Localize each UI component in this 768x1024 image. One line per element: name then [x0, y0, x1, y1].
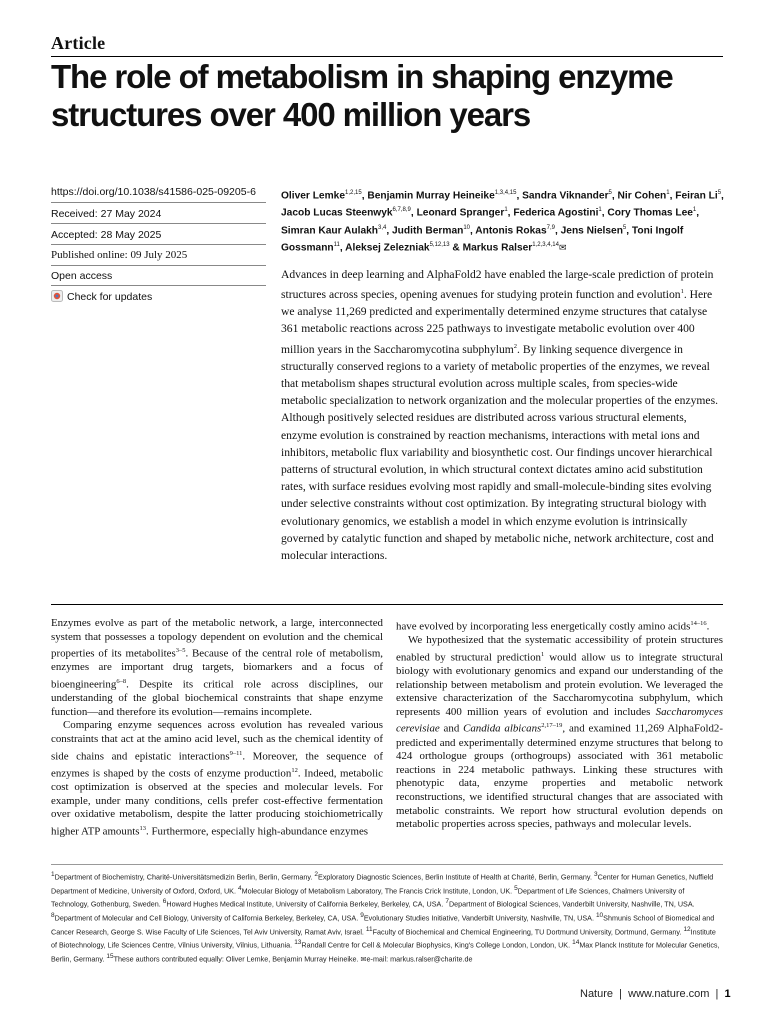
- doi-link[interactable]: https://doi.org/10.1038/s41586-025-09205-6: [51, 186, 256, 198]
- email-icon: ✉: [360, 954, 367, 964]
- journal-name: Nature: [580, 988, 614, 1000]
- open-access-label: Open access: [51, 270, 113, 282]
- page-footer: Nature | www.nature.com | 1: [580, 988, 731, 1000]
- divider: [51, 285, 266, 286]
- check-updates-icon: [51, 290, 63, 302]
- published-date: Published online: 09 July 2025: [51, 249, 188, 261]
- check-updates-link[interactable]: [51, 290, 266, 303]
- journal-site-link[interactable]: www.nature.com: [628, 988, 710, 1000]
- divider: [51, 202, 266, 203]
- affiliations: $^1$Department of Biochemistry, Charité-Universitätsmedizin Berlin, Berlin, Germany. $^2$Exploratory Diagnostic Sciences, Berlin Institute of Health at Charité, Berlin, Germany. $^3$Center for Human Genetics, Nuffield Department of Medicine, University of Oxford, Oxford, UK. $^4$Molecular Biology of Metabolism Laboratory, The Francis Crick Institute, London, UK. $^5$Department of Life Sciences, Chalmers University of Technology, Gothenburg, Sweden. $^6$Howard Hughes Medical Institute, University of California Berkeley, Berkeley, CA, USA. $^7$Department of Biological Sciences, Vanderbilt University, Nashville, TN, USA. $^8$Department of Molecular and Cell Biology, University of California Berkeley, Berkeley, CA, USA. $^9$Evolutionary Studies Initiative, Vanderbilt University, Nashville, TN, USA. $^{10}$Shmunis School of Biomedical and Cancer Research, George S. Wise Faculty of Life Sciences, Tel Aviv University, Ramat Aviv, Israel. $^{11}$Faculty of Biochemical and Chemical Engineering, TU Dortmund University, Dortmund, Germany. $^{12}$Institute of Biotechnology, Life Sciences Centre, Vilnius University, Vilnius, Lithuania. $^{13}$Randall Centre for Cell & Molecular Biophysics, King's College London, London, UK. $^{14}$Max Planck Institute for Molecular Genetics, Berlin, Germany. $^{15}$These authors contributed equally: Oliver Lemke, Benjamin Murray Heineike. ✉e-mail: markus.ralser@charite.de: [51, 871, 720, 964]
- page-number: 1: [724, 988, 731, 1000]
- body-column-left: Enzymes evolve as part of the metabolic network, a large, interconnected system that possesses a topology dependent on evolution and the chemical properties of its metabolites$^{3-5}$. Because of the central role of metabolism, enzymes are important drug targets, biomarkers and a focus of bioengineering$^{6-8}$. Despite its critical role across disciplines, our understanding of the global biochemical constraints that shape enzyme function—and therefore its evolution—remains incomplete. Comparing enzyme sequences across evolution has revealed various constraints that act at the amino acid level, such as the chemical identity of side chains and epistatic interactions$^{9-11}$. Moreover, the sequence of enzymes is shaped by the costs of enzyme production$^{12}$. Indeed, metabolic cost optimization is observed at the species and molecular levels. For example, under many conditions, cells prefer cost-effective fermentation over oxidative metabolism, despite the latter producing stoichiometrically higher ATP amounts$^{13}$. Furthermore, especially high-abundance enzymes: [51, 617, 384, 838]
- article-type-label: Article: [51, 33, 106, 53]
- body-column-right: have evolved by incorporating less energetically costly amino acids$^{14-16}$. We hypothesized that the systematic accessibility of protein structures enabled by structural prediction$^1$ would allow us to integrate structural biology with evolutionary genomics and expand our understanding of the relationship between metabolism and protein evolution. We leveraged the extensive characterization of the Saccharomycotina subphylum, which represents 400 million years of evolution and includes Saccharomyces cerevisiae and Candida albicans$^{2,17-19}$, and examined 11,269 AlphaFold2-predicted and experimentally determined enzyme structures that belong to 424 orthologue groups (orthogroups) associated with 361 metabolic reactions in 224 metabolic pathways. Linking these structures with phenotypic data, enzyme properties and metabolic network reconstructions, we identified structural changes that are associated with metabolic constraints. We report how structural evolution depends on metabolic properties across species, pathways and molecular levels.: [396, 620, 724, 831]
- author-list: Oliver Lemke$^{1,2,15}$, Benjamin Murray Heineike$^{1,3,4,15}$, Sandra Viknander$^5$, Nir Cohen$^1$, Feiran Li$^5$, Jacob Lucas Steenwyk$^{6,7,8,9}$, Leonard Spranger$^1$, Federica Agostini$^1$, Cory Thomas Lee$^1$, Simran Kaur Aulakh$^{3,4}$, Judith Berman$^{10}$, Antonis Rokas$^{7,9}$, Jens Nielsen$^5$, Toni Ingolf Gossmann$^{11}$, Aleksej Zelezniak$^{5,12,13}$ & Markus Ralser$^{1,2,3,4,14}$✉: [281, 190, 724, 254]
- abstract: Advances in deep learning and AlphaFold2 have enabled the large-scale prediction of protein structures across species, opening avenues for studying protein function and evolution$^1$. Here we analyse 11,269 predicted and experimentally determined enzyme structures that catalyse 361 metabolic reactions across 225 pathways to investigate metabolic evolution over 400 million years in the Saccharomycotina subphylum$^2$. By linking sequence divergence in structurally conserved regions to a variety of metabolic properties of the enzymes, we reveal that metabolism shapes structural evolution across multiple scales, from species-wide metabolic specialization to network organization and the molecular properties of the enzymes. Although positively selected residues are distributed across various structural elements, enzyme evolution is constrained by reaction mechanisms, interactions with metal ions and inhibitors, metabolic flux variability and biosynthetic cost. Our findings uncover hierarchical patterns of structural evolution, in which structural context dictates amino acid substitution rates, with surface residues evolving most rapidly and small-molecule-binding sites evolving under selective constraints without cost optimization. By integrating structural biology with evolutionary genomics, we establish a model in which enzyme evolution is intrinsically governed by catalytic function and shaped by metabolic niche, network architecture, cost and molecular interactions.: [281, 268, 718, 562]
- accepted-date: Accepted: 28 May 2025: [51, 229, 162, 241]
- check-updates-label: Check for updates: [67, 291, 153, 303]
- footnote-divider: [51, 864, 723, 865]
- abstract-divider: [51, 604, 723, 605]
- divider: [51, 244, 266, 245]
- article-title: The role of metabolism in shaping enzyme structures over 400 million years: [51, 58, 673, 133]
- email-icon: ✉: [558, 242, 567, 253]
- divider: [51, 223, 266, 224]
- divider: [51, 265, 266, 266]
- title-rule: [51, 56, 723, 57]
- received-date: Received: 27 May 2024: [51, 208, 162, 220]
